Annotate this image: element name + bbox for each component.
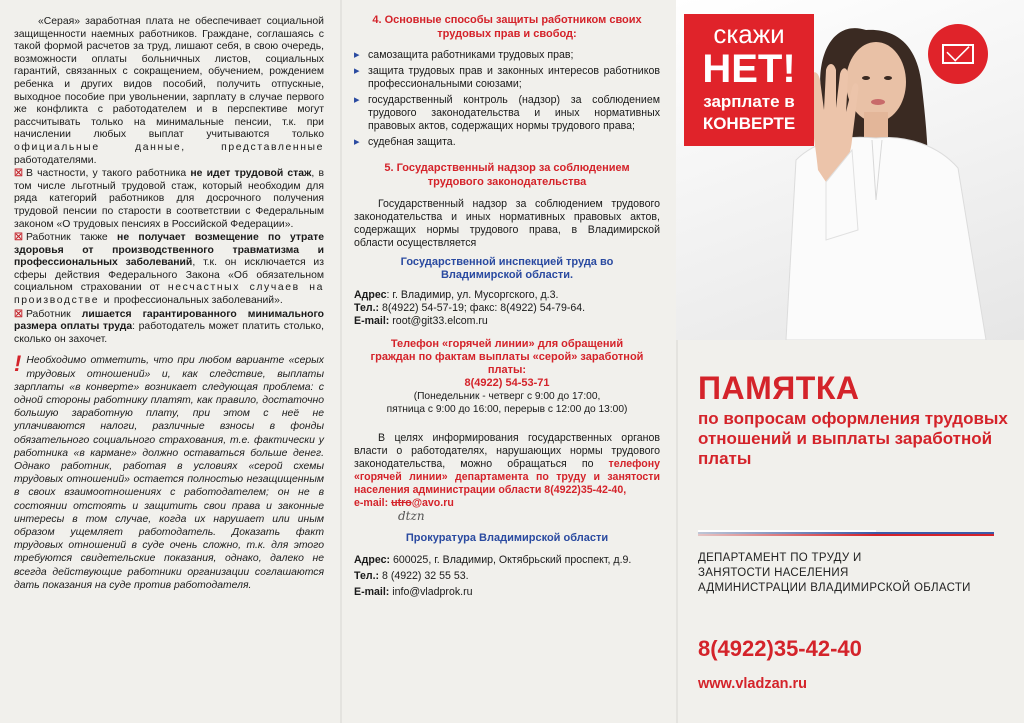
cross-box-icon: ☒	[14, 308, 23, 320]
paragraph-compensation	[14, 232, 324, 308]
address-value: 600025, г. Владимир, Октябрьский проспект, д.9.	[390, 554, 632, 566]
department-line-1: ДЕПАРТАМЕНТ ПО ТРУДУ И	[698, 552, 862, 564]
paragraph-stazh-bold: не идет трудовой стаж	[190, 168, 312, 180]
section-4-title: 4. Основные способы защиты работником своих трудовых прав и свобод:	[372, 14, 642, 40]
left-panel	[0, 0, 340, 723]
prosecutor-email	[354, 586, 660, 599]
address-label: Адрес:	[354, 554, 391, 566]
intro-text: «Серая» заработная плата не обеспечивает социальной защищенности наемных работников. Граждане, соглашаясь с такой формой расчетов за труд, лишают себя, в свою очередь, возможности оплаты больничных листов, социальных гарантий, связанных с сокращением, обучением, рождением ребенка и других видов пособий, получить отпускные, выходное пособие при увольнении, зарплату в случае первого же конфликта с работодателем и в перспективе могут рассчитывать только на минимальные пенсии, т.к. при начислении любых выплат учитываются только	[14, 16, 324, 141]
note-text: Необходимо отметить, что при любом варианте «серых трудовых отношений» и, как следствие, выплаты зарплаты «в конверте» возникает следующая проблема: с одной стороны работнику платят, как правило, достаточно большую заработную плату, при этом с неё не уплачиваются налоги, различные взносы в фонды обязательного социального страхования, т.е. фактически у работника «в кармане» должно оставаться больше денег. Однако работник, работая в условиях «серой схемы трудовых отношений» остается полностью незащищенным в своих взаимоотношениях с работодателем; он не в состоянии отстоять и защитить свои права и законные интересы в том случае, когда их нарушает или иным образом ущемляет работодатель. Доказать факт трудовых отношений в суде очень сложно, т.к. для этого требуются свидетельские показания, однако, далеко не всегда действующие работники организации соглашаются дать показания на суде против работодателя.	[14, 355, 324, 591]
paragraph-minimum-wage-bold: лишается гарантированного минимального размера оплаты труда	[14, 308, 324, 333]
prosecutor-name: Прокуратура Владимирской области	[405, 532, 609, 544]
paragraph-minimum-wage-a: Работник	[25, 308, 82, 320]
inspection-contacts	[354, 289, 660, 328]
prosecutor-contacts	[354, 554, 660, 599]
list-item: ▸ судебная защита.	[354, 136, 660, 149]
paragraph-compensation-bold: не получает возмещение по утрате здоровья от производственного травматизма и профессиональных заболеваний	[14, 232, 324, 269]
phone-label: Тел.:	[354, 302, 380, 314]
cross-box-icon: ☒	[14, 232, 23, 244]
info-text: В целях информирования государственных органов власти о работодателях, нарушающих нормы трудового законодательства, можно обращаться по	[354, 432, 660, 470]
brochure-subtitle: по вопросам оформления трудовых отношений и выплаты заработной платы	[698, 409, 1008, 468]
inspection-address	[354, 289, 660, 302]
inspection-phone	[354, 302, 660, 315]
handwritten-note: dtzn	[398, 509, 425, 523]
paragraph-minimum-wage	[14, 309, 324, 347]
paragraph-stazh-c: , в том числе льготный трудовой стаж, который необходим для ряда категорий работников для досрочного получения трудовой пенсии по старости в соответствии с Федеральным законом «О трудовых пенсиях в Российской Федерации».	[14, 168, 324, 230]
middle-panel	[340, 0, 676, 723]
department-line-2: ЗАНЯТОСТИ НАСЕЛЕНИЯ	[698, 567, 849, 579]
info-paragraph	[354, 432, 660, 497]
intro-end-text: работодателями.	[14, 154, 97, 166]
prosecutor-phone	[354, 570, 660, 583]
paragraph-compensation-a: Работник также	[25, 232, 118, 244]
department-line-3: АДМИНИСТРАЦИИ ВЛАДИМИРСКОЙ ОБЛАСТИ	[698, 582, 971, 594]
say-no-banner	[684, 14, 814, 146]
section-5-title: 5. Государственный надзор за соблюдением трудового законодательства	[384, 162, 630, 188]
brochure-title: ПАМЯТКА	[698, 370, 860, 406]
paragraph-stazh	[14, 168, 324, 231]
phone-label: Тел.:	[354, 570, 380, 582]
list-item: ▸ государственный контроль (надзор) за соблюдением трудового законодательства и иных нормативных правовых актов, содержащих нормы трудового права;	[354, 94, 660, 133]
info-email-label: e-mail:	[354, 497, 392, 509]
intro-spaced-text: официальные данные, представленные	[14, 141, 324, 153]
list-item: ▸ самозащита работниками трудовых прав;	[354, 49, 660, 62]
tricolor-stripe	[698, 530, 994, 536]
address-label: Адрес	[354, 289, 387, 301]
info-hotline: телефону «горячей линии» департамента по труду и занятости населения администрации области 8(4922)35-42-40,	[354, 458, 660, 496]
inspection-email	[354, 315, 660, 328]
address-value: : г. Владимир, ул. Мусоргского, д.3.	[386, 289, 559, 301]
hotline-phone: 8(4922) 54-53-71	[464, 377, 550, 389]
paragraph-compensation-c: , т.к. он исключается из сферы действия Федерального Закона «Об обязательном социальном страховании от	[14, 257, 325, 294]
inspection-name: Государственной инспекцией труда во Владимирской области.	[400, 256, 614, 281]
section-4-list	[354, 49, 660, 149]
email-label: E-mail:	[354, 315, 390, 327]
intro-paragraph	[14, 16, 324, 167]
banner-line-3: зарплате в	[703, 92, 795, 111]
banner-line-1: скажи	[713, 19, 785, 49]
hotline-hours-1: (Понедельник - четверг с 9:00 до 17:00,	[413, 391, 601, 402]
right-panel	[676, 0, 1024, 723]
paragraph-compensation-spaced: несчастных случаев на производстве и	[14, 282, 325, 307]
woman-photo	[676, 0, 1024, 340]
paragraph-stazh-a: В частности, у такого работника	[25, 168, 191, 180]
email-value: info@vladprok.ru	[389, 586, 473, 598]
banner-line-4: КОНВЕРТЕ	[702, 114, 796, 133]
section-5-text: Государственный надзор за соблюдением трудового законодательства и иных нормативных правовых актов, содержащих нормы трудового права, в Владимирской области осуществляется	[354, 198, 660, 249]
paragraph-minimum-wage-c: : работодатель может платить столько, сколько он захочет.	[14, 321, 325, 345]
note-paragraph	[14, 351, 324, 592]
banner-line-2: НЕТ!	[702, 47, 796, 91]
department-phone: 8(4922)35-42-40	[698, 636, 862, 661]
paragraph-compensation-d: профессиональных заболеваний».	[113, 295, 283, 307]
department-name	[698, 551, 971, 596]
info-email-struck: utro	[391, 497, 412, 509]
email-label: E-mail:	[354, 586, 390, 598]
envelope-icon	[928, 24, 988, 84]
email-value: root@git33.elcom.ru	[389, 315, 488, 327]
prosecutor-address	[354, 554, 660, 567]
hotline-hours-2: пятница с 9:00 до 16:00, перерыв с 12:00 до 13:00)	[386, 404, 628, 415]
phone-value: 8 (4922) 32 55 53.	[379, 570, 469, 582]
hotline-title: Телефон «горячей линии» для обращений граждан по фактам выплаты «серой» заработной платы:	[370, 338, 644, 376]
cross-box-icon: ☒	[14, 168, 23, 180]
exclamation-icon: !	[14, 351, 22, 377]
list-item: ▸ защита трудовых прав и законных интересов работников профессиональными союзами;	[354, 65, 660, 91]
phone-value: 8(4922) 54-57-19; факс: 8(4922) 54-79-64.	[379, 302, 586, 314]
info-email-rest: @avo.ru	[411, 497, 454, 509]
department-website: www.vladzan.ru	[698, 676, 808, 692]
